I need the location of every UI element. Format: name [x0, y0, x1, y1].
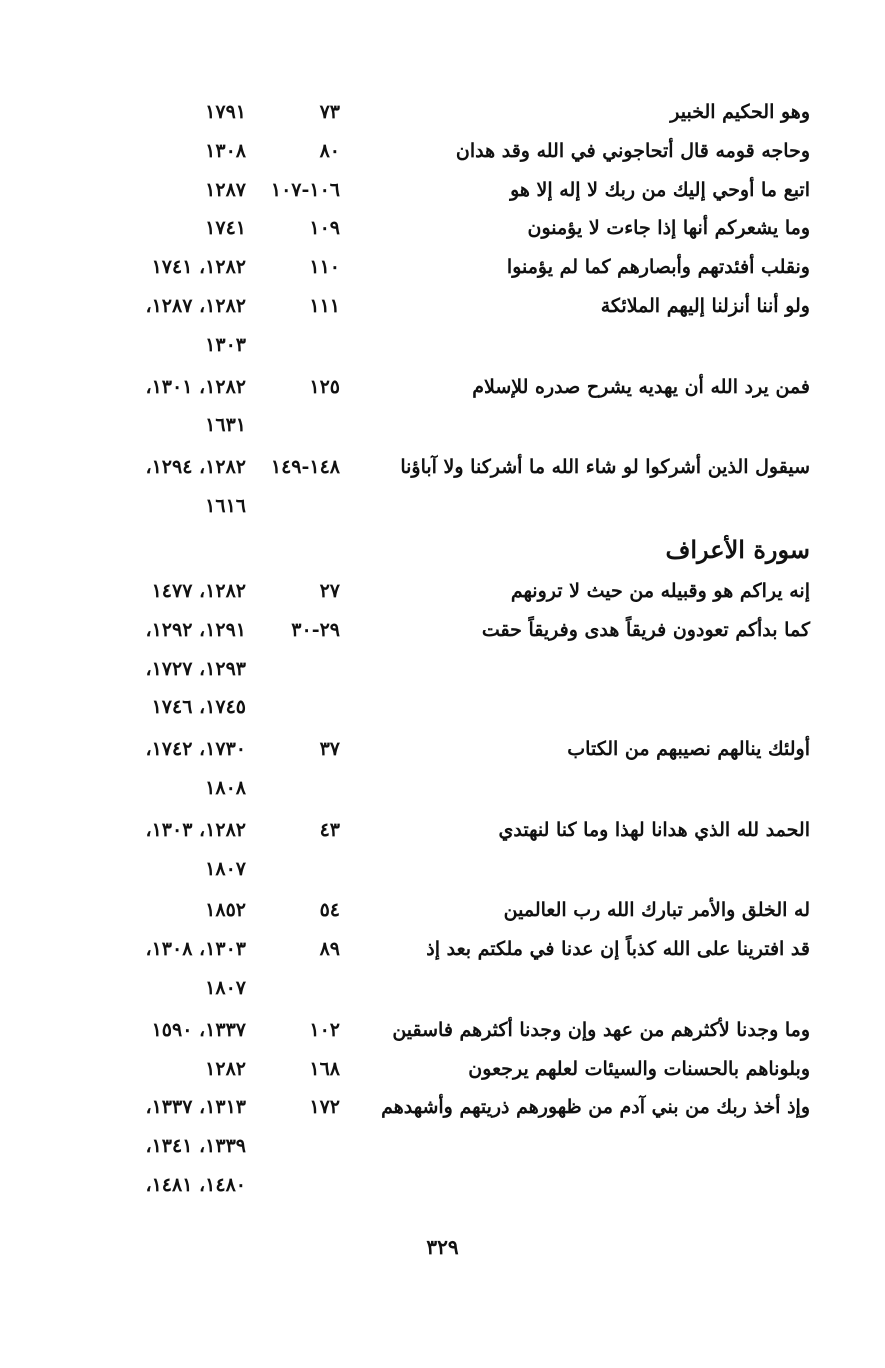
verse-text: وهو الحكيم الخبير	[670, 101, 810, 123]
page-reference: ١٧٤١	[205, 217, 246, 240]
index-entry	[0, 95, 885, 129]
verse-text: وما وجدنا لأكثرهم من عهد وإن وجدنا أكثرهم فاسقين	[392, 1018, 810, 1041]
verse-number: ٨٠	[319, 139, 340, 162]
page-reference: ١٢٨٢، ١٧٤١	[151, 256, 246, 279]
page-reference: ١٨٠٧	[205, 857, 246, 880]
verse-text: أولئك ينالهم نصيبهم من الكتاب	[567, 738, 810, 761]
page-reference: ١٢٩١، ١٢٩٢،	[145, 618, 246, 641]
index-entry	[0, 173, 885, 207]
verse-text: كما بدأكم تعودون فريقاً هدى وفريقاً حقت	[481, 618, 810, 641]
verse-number: ١٧٢	[309, 1096, 340, 1119]
verse-text: وما يشعركم أنها إذا جاءت لا يؤمنون	[527, 217, 810, 240]
verse-number: ٣٧	[319, 738, 340, 761]
page-reference: ١٨٥٢	[205, 899, 246, 922]
verse-number: ٤٣	[319, 818, 340, 841]
verse-text: وبلوناهم بالحسنات والسيئات لعلهم يرجعون	[468, 1057, 810, 1080]
verse-number: ١٠٦-١٠٧	[270, 178, 340, 201]
verse-number: ١٢٥	[309, 375, 340, 398]
surah-heading: سورة الأعراف	[665, 535, 810, 564]
page-reference: ١٤٨٠، ١٤٨١،	[145, 1173, 246, 1196]
page-reference: ١٣١٣، ١٣٣٧،	[145, 1096, 246, 1119]
page-number: ٣٢٩	[426, 1235, 459, 1259]
index-entry	[0, 1013, 885, 1047]
page-reference: ١٢٨٢، ١٢٩٤،	[145, 456, 246, 479]
index-entry	[0, 134, 885, 168]
page-reference: ١٨٠٨	[205, 776, 246, 799]
verse-text: إنه يراكم هو وقبيله من حيث لا ترونهم	[510, 580, 810, 602]
page-reference: ١٢٨٢، ١٢٨٧،	[145, 295, 246, 317]
page-reference: ١٢٨٢	[205, 1057, 246, 1080]
verse-text: له الخلق والأمر تبارك الله رب العالمين	[503, 899, 810, 922]
index-entry	[0, 1052, 885, 1086]
index-entry	[0, 732, 885, 799]
index-entry	[0, 1090, 885, 1196]
verse-number: ٢٩-٣٠	[291, 618, 340, 641]
verse-text: ونقلب أفئدتهم وأبصارهم كما لم يؤمنوا	[506, 256, 810, 279]
page-reference: ١٢٩٣، ١٧٢٧،	[145, 657, 246, 680]
index-entry	[0, 370, 885, 437]
index-entry	[0, 250, 885, 284]
index-entry	[0, 893, 885, 927]
verse-number: ١١١	[309, 295, 340, 317]
verse-text: وإذ أخذ ربك من بني آدم من ظهورهم ذريتهم وأشهدهم	[381, 1096, 810, 1119]
verse-text: سيقول الذين أشركوا لو شاء الله ما أشركنا ولا آباؤنا	[400, 456, 810, 479]
verse-number: ٥٤	[319, 899, 340, 922]
verse-number: ٨٩	[319, 938, 340, 961]
index-entry	[0, 932, 885, 999]
page-reference: ١٨٠٧	[205, 976, 246, 999]
page-reference: ١٦١٦	[205, 494, 246, 517]
index-entry	[0, 574, 885, 608]
verse-number: ١٤٨-١٤٩	[270, 456, 340, 479]
page-reference: ١٣٣٩، ١٣٤١،	[145, 1135, 246, 1158]
index-entry	[0, 450, 885, 517]
verse-text: اتبع ما أوحي إليك من ربك لا إله إلا هو	[510, 178, 810, 201]
verse-text: ولو أننا أنزلنا إليهم الملائكة	[600, 295, 810, 317]
verse-number: ٢٧	[319, 580, 340, 602]
page-reference: ١٧٤٥، ١٧٤٦	[151, 696, 246, 719]
index-entry	[0, 813, 885, 880]
index-entry	[0, 211, 885, 245]
page-reference: ١٣٠٣	[205, 333, 246, 356]
page-reference: ١٧٩١	[205, 101, 246, 123]
page-reference: ١٦٣١	[205, 414, 246, 437]
verse-number: ٧٣	[319, 101, 340, 123]
verse-number: ١١٠	[309, 256, 340, 279]
page-reference: ١٢٨٢، ١٤٧٧	[151, 580, 246, 602]
verse-text: قد افترينا على الله كذباً إن عدنا في ملكتم بعد إذ	[426, 938, 810, 961]
page-reference: ١٣٣٧، ١٥٩٠	[151, 1018, 246, 1041]
page-reference: ١٢٨٢، ١٣٠١،	[145, 375, 246, 398]
page-reference: ١٣٠٣، ١٣٠٨،	[145, 938, 246, 961]
page-reference: ١٧٣٠، ١٧٤٢،	[145, 738, 246, 761]
verse-number: ١٦٨	[309, 1057, 340, 1080]
verse-text: وحاجه قومه قال أتحاجوني في الله وقد هدان	[455, 139, 810, 162]
verse-number: ١٠٢	[309, 1018, 340, 1041]
page-reference: ١٢٨٧	[205, 178, 246, 201]
index-entry	[0, 289, 885, 356]
page-reference: ١٣٠٨	[205, 139, 246, 162]
index-entry	[0, 613, 885, 719]
verse-number: ١٠٩	[309, 217, 340, 240]
page-reference: ١٢٨٢، ١٣٠٣،	[145, 818, 246, 841]
verse-text: فمن يرد الله أن يهديه يشرح صدره للإسلام	[472, 375, 810, 398]
verse-text: الحمد لله الذي هدانا لهذا وما كنا لنهتدي	[498, 818, 810, 841]
